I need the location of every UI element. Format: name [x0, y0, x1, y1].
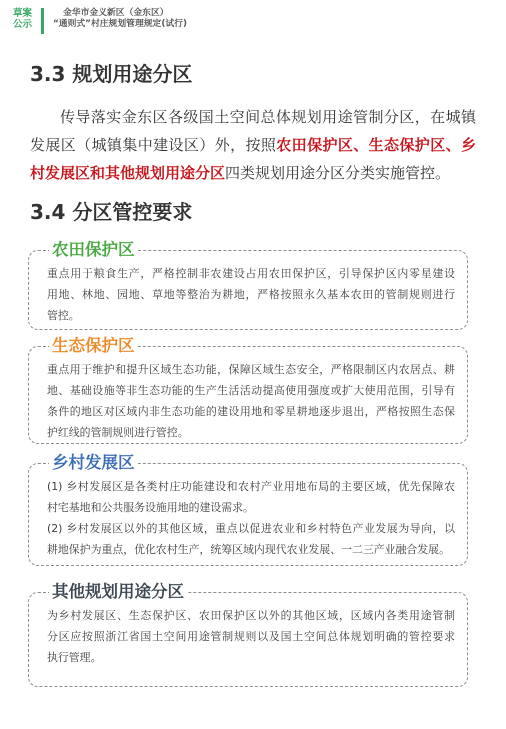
zone-text-line: 护红线的管制规则进行管控。	[47, 426, 189, 439]
zone-text-line: 用地、林地、园地、草地等整治为耕地，严格按照永久基本农田的管制规则进行	[47, 288, 455, 301]
paragraph-line	[30, 131, 476, 159]
zone-box-other-planning-use	[28, 582, 468, 687]
section-heading-3-4: 3.4 分区管控要求	[30, 200, 193, 224]
header-divider-bar	[41, 8, 44, 34]
zone-text-line: 地、基础设施等非生态功能的生产生活活动提高使用强度或扩大使用范围，引导有	[47, 384, 455, 397]
stamp-line-publicity: 公示	[13, 19, 33, 30]
zone-title: 农田保护区	[49, 240, 138, 260]
paragraph-line	[30, 159, 476, 187]
zone-text-line: 为乡村发展区、生态保护区、农田保护区以外的其他区域，区域内各类用途管制	[47, 609, 455, 622]
zone-text-line: 重点用于粮食生产，严格控制非农建设占用农田保护区，引导保护区内零星建设	[47, 267, 455, 280]
emphasized-text-run: 村发展区和其他规划用途分区	[30, 164, 226, 182]
emphasized-text-run: 农田保护区、生态保护区、乡	[276, 136, 476, 154]
zone-text-line: 执行管理。	[47, 651, 102, 664]
zone-text-line: 条件的地区对区域内非生态功能的建设用地和零星耕地逐步退出，严格按照生态保	[47, 405, 455, 418]
text-run: 四类规划用途分区分类实施管控。	[225, 164, 451, 182]
header-title-line-1: 金华市金义新区（金东区）	[63, 8, 169, 18]
text-run: 传导落实金东区各级国土空间总体规划用途管制分区，在城镇	[60, 108, 476, 126]
zone-text-line: 分区应按照浙江省国土空间用途管制规则以及国土空间总体规划明确的管控要求	[47, 630, 455, 643]
paragraph-line	[60, 103, 476, 131]
section-3-3-paragraph	[30, 103, 476, 187]
zone-title: 生态保护区	[49, 336, 138, 356]
text-run: 发展区（城镇集中建设区）外，按照	[30, 136, 277, 154]
zone-title: 乡村发展区	[49, 453, 138, 473]
zone-box-ecological-protection	[28, 336, 468, 444]
zone-text-line: 耕地保护为重点，优化农村生产，统筹区域内现代农业发展、一二三产业融合发展。	[47, 543, 450, 556]
zone-text-line: 重点用于维护和提升区域生态功能，保障区域生态安全，严格限制区内农居点、耕	[47, 363, 455, 376]
zone-text-line: 管控。	[47, 309, 80, 322]
zone-title: 其他规划用途分区	[49, 582, 187, 602]
draft-publicity-stamp	[13, 8, 32, 30]
section-heading-3-3: 3.3 规划用途分区	[30, 62, 193, 86]
header-title-line-2: “通则式”村庄规划管理规定(试行)	[53, 19, 187, 29]
zone-text-line: (2) 乡村发展区以外的其他区域，重点以促进农业和乡村特色产业发展为导向，以	[47, 522, 455, 535]
stamp-line-draft: 草案	[13, 8, 33, 19]
zone-box-farmland-protection	[28, 240, 468, 330]
zone-text-line: (1) 乡村发展区是各类村庄功能建设和农村产业用地布局的主要区域，优先保障农	[47, 480, 455, 493]
zone-box-rural-development	[28, 453, 468, 566]
zone-text-line: 村宅基地和公共服务设施用地的建设需求。	[47, 501, 254, 514]
